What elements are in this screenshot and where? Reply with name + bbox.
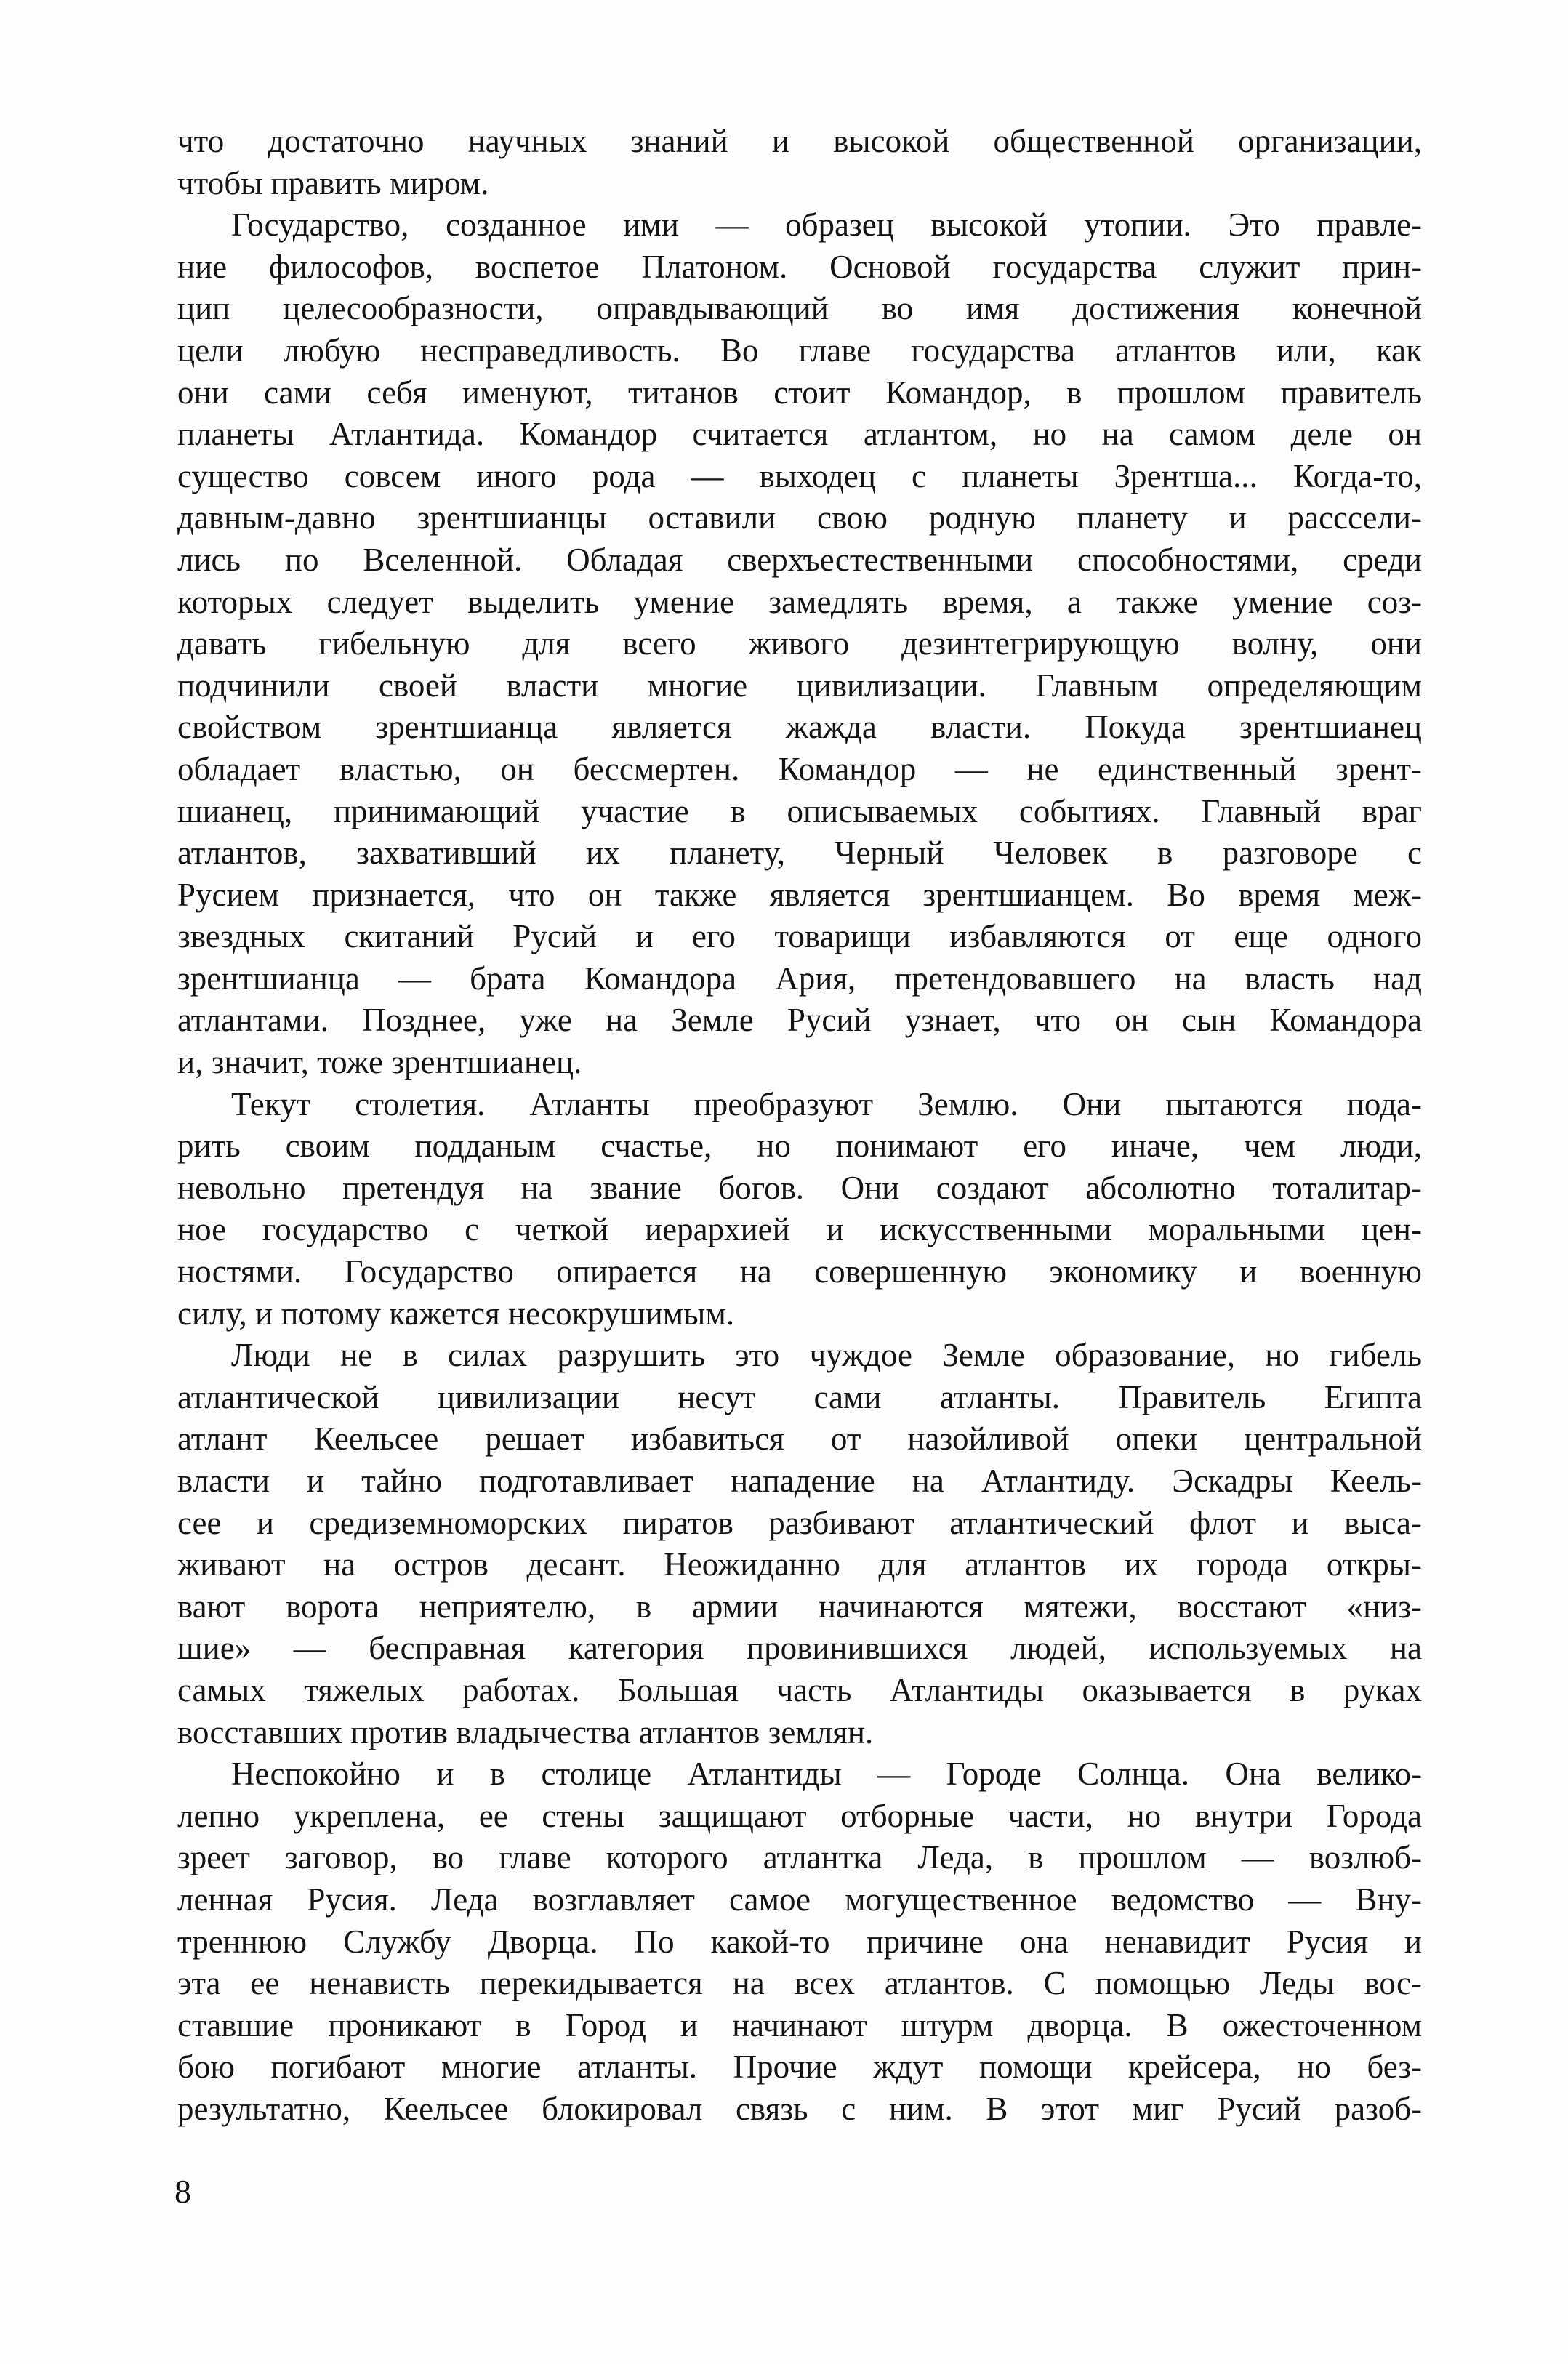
text-line: атлантической цивилизации несут сами атланты. Правитель Египта <box>177 1378 1422 1415</box>
text-line: ставшие проникают в Город и начинают штурм дворца. В ожесточенном <box>177 2006 1422 2043</box>
page-number: 8 <box>174 2173 191 2210</box>
text-line: атлант Кеельсее решает избавиться от назойливой опеки центральной <box>177 1420 1422 1458</box>
text-line: сее и средиземноморских пиратов разбивают атлантический флот и выса- <box>177 1504 1422 1541</box>
text-line: ленная Русия. Леда возглавляет самое могущественное ведомство — Вну- <box>177 1881 1422 1918</box>
text-line: Текут столетия. Атланты преобразуют Землю. Они пытаются пода- <box>231 1085 1422 1122</box>
text-line: эта ее ненависть перекидывается на всех атлантов. С помощью Леды вос- <box>177 1965 1422 2002</box>
text-line: лепно укреплена, ее стены защищают отборные части, но внутри Города <box>177 1797 1422 1834</box>
text-line: живают на остров десант. Неожиданно для атлантов их города откры- <box>177 1546 1422 1583</box>
text-line: результатно, Кеельсее блокировал связь с ним. В этот миг Русий разоб- <box>177 2090 1422 2127</box>
text-line: существо совсем иного рода — выходец с планеты Зрентша... Когда-то, <box>177 457 1422 494</box>
text-line: которых следует выделить умение замедлять время, а также умение соз- <box>177 583 1422 620</box>
text-line: зрентшианца — брата Командора Ария, претендовавшего на власть над <box>177 960 1422 997</box>
text-line: рить своим подданым счастье, но понимают его иначе, чем люди, <box>177 1127 1422 1165</box>
text-line: шие» — бесправная категория провинившихся людей, используемых на <box>177 1630 1422 1667</box>
text-line: давать гибельную для всего живого дезинтегрирующую волну, они <box>177 625 1422 662</box>
text-line: ние философов, воспетое Платоном. Основой государства служит прин- <box>177 248 1422 285</box>
text-line: Люди не в силах разрушить это чуждое Земле образование, но гибель <box>231 1337 1422 1374</box>
paragraph <box>177 1335 1422 1753</box>
paragraph <box>177 204 1422 1083</box>
body-text <box>177 121 1422 2131</box>
text-line: шианец, принимающий участие в описываемых событиях. Главный враг <box>177 792 1422 829</box>
text-line: цели любую несправедливость. Во главе государства атлантов или, как <box>177 331 1422 369</box>
paragraph <box>177 1084 1422 1335</box>
text-line: атлантов, захвативший их планету, Черный Человек в разговоре с <box>177 835 1422 872</box>
text-line: невольно претендуя на звание богов. Они создают абсолютно тоталитар- <box>177 1169 1422 1206</box>
text-line: чтобы править миром. <box>177 164 489 201</box>
text-line: что достаточно научных знаний и высокой общественной организации, <box>177 123 1422 159</box>
text-line: Государство, созданное ими — образец высокой утопии. Это правле- <box>231 206 1422 244</box>
text-line: вают ворота неприятелю, в армии начинаются мятежи, восстают «низ- <box>177 1588 1422 1625</box>
text-line: власти и тайно подготавливает нападение на Атлантиду. Эскадры Кеель- <box>177 1463 1422 1499</box>
text-line: лись по Вселенной. Обладая сверхъестественными способностями, среди <box>177 541 1422 578</box>
text-line: обладает властью, он бессмертен. Командор — не единственный зрент- <box>177 750 1422 787</box>
text-line: планеты Атлантида. Командор считается атлантом, но на самом деле он <box>177 416 1422 453</box>
paragraph <box>177 1753 1422 2130</box>
text-line: и, значит, тоже зрентшианец. <box>177 1044 582 1081</box>
text-line: треннюю Службу Дворца. По какой-то причине она ненавидит Русия и <box>177 1923 1422 1960</box>
text-line: восставших против владычества атлантов землян. <box>177 1713 874 1750</box>
text-line: бою погибают многие атланты. Прочие ждут помощи крейсера, но без- <box>177 2049 1422 2086</box>
text-line: цип целесообразности, оправдывающий во имя достижения конечной <box>177 290 1422 327</box>
text-line: ностями. Государство опирается на совершенную экономику и военную <box>177 1253 1422 1290</box>
text-line: давным-давно зрентшианцы оставили свою родную планету и расссели- <box>177 499 1422 536</box>
paragraph <box>177 121 1422 204</box>
text-line: самых тяжелых работах. Большая часть Атлантиды оказывается в руках <box>177 1671 1422 1708</box>
text-line: они сами себя именуют, титанов стоит Командор, в прошлом правитель <box>177 374 1422 411</box>
text-line: подчинили своей власти многие цивилизации. Главным определяющим <box>177 667 1422 704</box>
text-line: звездных скитаний Русий и его товарищи избавляются от еще одного <box>177 918 1422 955</box>
text-line: силу, и потому кажется несокрушимым. <box>177 1295 735 1332</box>
text-line: Неспокойно и в столице Атлантиды — Городе Солнца. Она велико- <box>231 1756 1422 1793</box>
text-line: атлантами. Позднее, уже на Земле Русий узнает, что он сын Командора <box>177 1002 1422 1039</box>
text-line: свойством зрентшианца является жажда власти. Покуда зрентшианец <box>177 709 1422 746</box>
text-line: ное государство с четкой иерархией и искусственными моральными цен- <box>177 1211 1422 1248</box>
text-line: Русием признается, что он также является зрентшианцем. Во время меж- <box>177 876 1422 913</box>
text-line: зреет заговор, во главе которого атлантка Леда, в прошлом — возлюб- <box>177 1839 1422 1876</box>
